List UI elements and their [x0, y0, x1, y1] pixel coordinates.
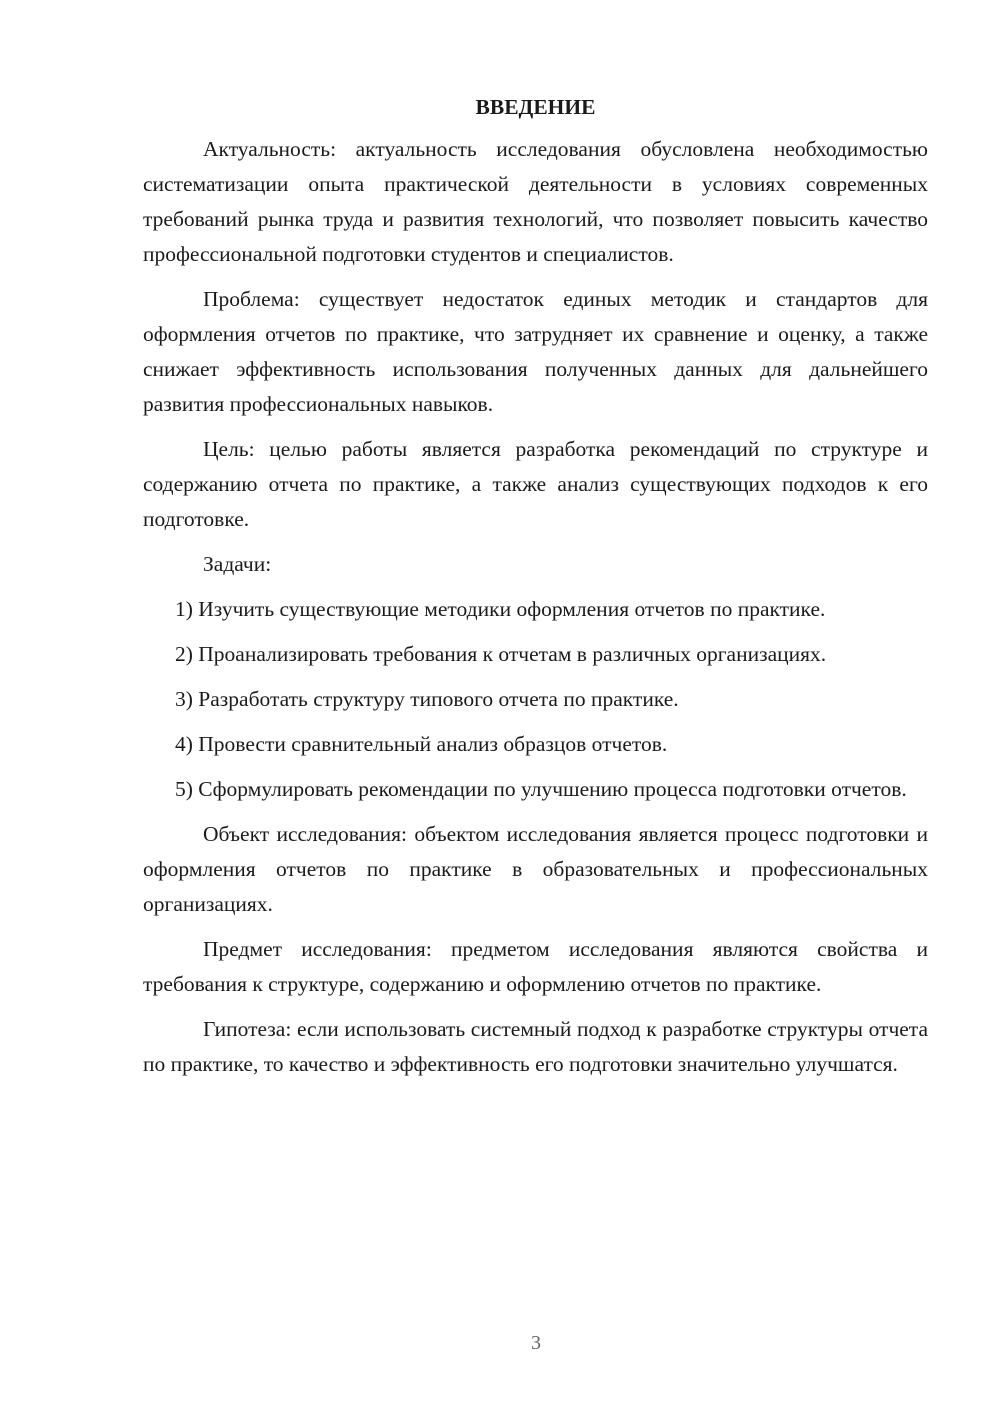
subject-paragraph: Предмет исследования: предметом исследования являются свойства и требования к структуре, содержанию и оформлению отчетов по практике. [143, 937, 928, 996]
relevance-paragraph: Актуальность: актуальность исследования обусловлена необходимостью систематизации опыта практической деятельности в условиях современных требований рынка труда и развития технологий, что позволяет повысить качество профессиональной подготовки студентов и специалистов. [143, 137, 928, 266]
section-heading: ВВЕДЕНИЕ [475, 95, 596, 119]
problem-paragraph: Проблема: существует недостаток единых методик и стандартов для оформления отчетов по практике, что затрудняет их сравнение и оценку, а также снижает эффективность использования полученных данных для дальнейшего развития профессиональных навыков. [143, 287, 928, 416]
tasks-label: Задачи: [203, 552, 272, 576]
goal-paragraph: Цель: целью работы является разработка рекомендаций по структуре и содержанию отчета по практике, а также анализ существующих подходов к его подготовке. [143, 437, 928, 531]
page-number: 3 [531, 1332, 541, 1354]
task-item: 3) Разработать структуру типового отчета по практике. [175, 687, 679, 711]
hypothesis-paragraph: Гипотеза: если использовать системный подход к разработке структуры отчета по практике, то качество и эффективность его подготовки значительно улучшатся. [143, 1017, 928, 1076]
object-paragraph: Объект исследования: объектом исследования является процесс подготовки и оформления отчетов по практике в образовательных и профессиональных организациях. [143, 822, 928, 916]
task-item: 2) Проанализировать требования к отчетам в различных организациях. [175, 642, 827, 666]
task-item: 5) Сформулировать рекомендации по улучшению процесса подготовки отчетов. [175, 777, 907, 801]
document-body [143, 90, 928, 1092]
task-item: 4) Провести сравнительный анализ образцов отчетов. [175, 732, 668, 756]
task-item: 1) Изучить существующие методики оформления отчетов по практике. [175, 597, 826, 621]
